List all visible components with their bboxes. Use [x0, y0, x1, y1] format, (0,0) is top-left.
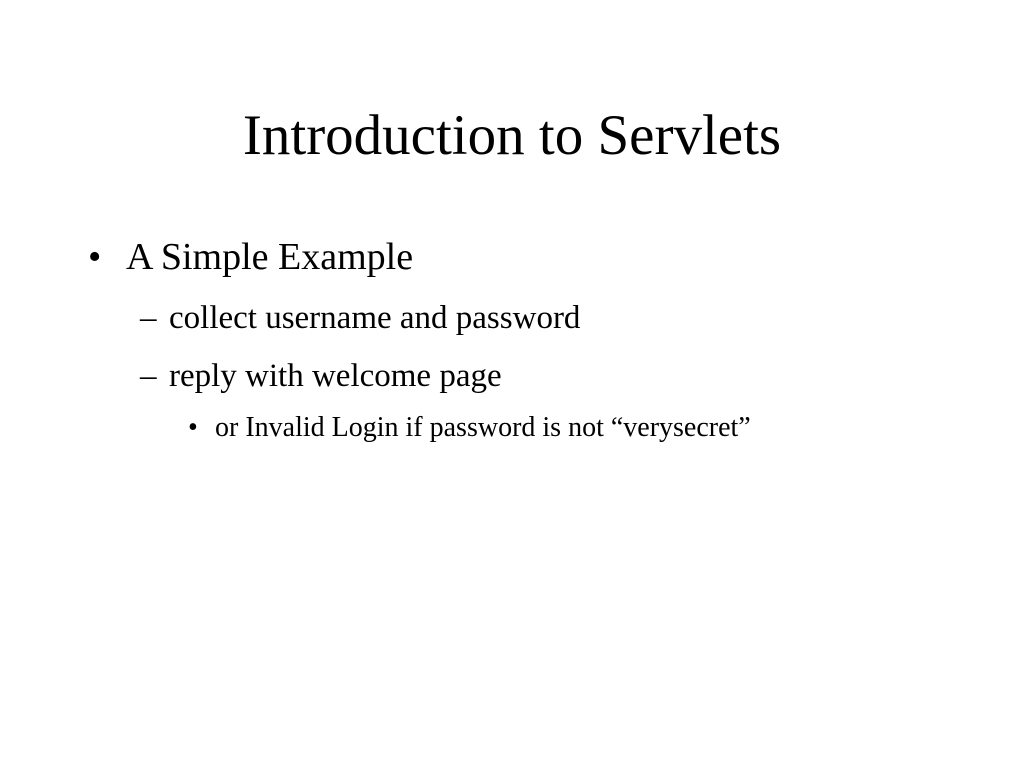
dash-marker: – — [140, 358, 157, 394]
bullet-level2 — [140, 296, 580, 340]
dash-marker: – — [140, 300, 157, 336]
bullet-marker: • — [88, 236, 102, 278]
bullet-level1 — [88, 232, 413, 282]
bullet-level3 — [188, 410, 751, 446]
bullet-text: reply with welcome page — [169, 358, 502, 394]
bullet-marker: • — [188, 412, 198, 443]
bullet-text: or Invalid Login if password is not “verysecret” — [215, 412, 751, 443]
slide-title: Introduction to Servlets — [242, 104, 782, 167]
bullet-text: A Simple Example — [126, 236, 414, 278]
bullet-level2 — [140, 354, 502, 398]
bullet-text: collect username and password — [169, 300, 581, 336]
